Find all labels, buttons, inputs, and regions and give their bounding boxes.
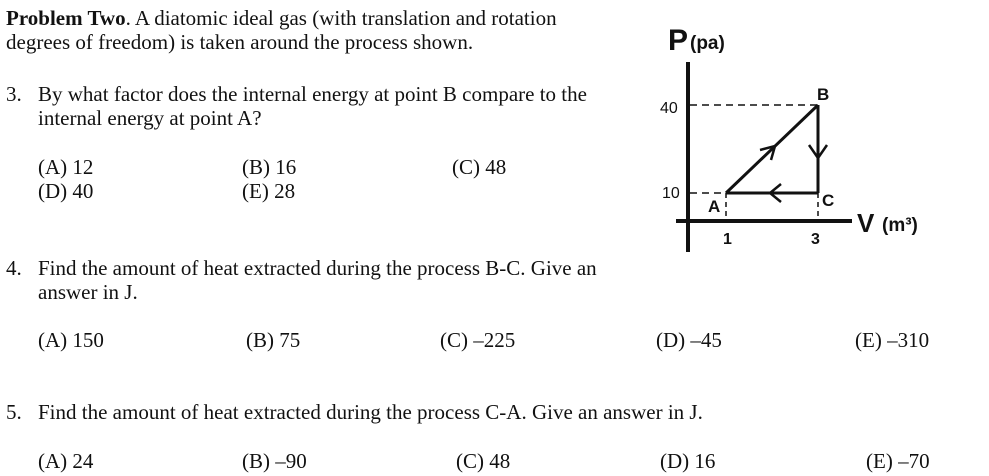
v-tick-3: 3 xyxy=(811,231,820,248)
question-4-option-b[interactable]: (B) 75 xyxy=(246,328,301,352)
question-3-line-2: internal energy at point A? xyxy=(38,106,262,130)
question-3-number: 3. xyxy=(6,82,22,106)
point-b-label: B xyxy=(817,85,830,104)
question-4-option-c[interactable]: (C) –225 xyxy=(440,328,516,352)
question-3-line-1: By what factor does the internal energy at point B compare to the xyxy=(38,82,587,106)
question-5-number: 5. xyxy=(6,400,22,424)
p-tick-10: 10 xyxy=(662,185,680,202)
v-tick-1: 1 xyxy=(723,231,732,248)
p-axis-label: P xyxy=(668,24,689,57)
v-axis-label: V xyxy=(857,208,875,238)
question-4-number: 4. xyxy=(6,256,22,280)
point-a-label: A xyxy=(708,197,721,216)
question-3-option-a[interactable]: (A) 12 xyxy=(38,155,94,179)
v-axis-unit: (m³) xyxy=(882,215,918,236)
intro-line-2: degrees of freedom) is taken around the process shown. xyxy=(6,30,474,54)
question-5-option-a[interactable]: (A) 24 xyxy=(38,449,94,473)
point-c-label: C xyxy=(822,191,835,210)
intro-line-1: . A diatomic ideal gas (with translation and rotation xyxy=(125,6,557,30)
question-5-option-d[interactable]: (D) 16 xyxy=(660,449,716,473)
question-4-line-2: answer in J. xyxy=(38,280,138,304)
question-3-option-c[interactable]: (C) 48 xyxy=(452,155,507,179)
question-3-option-e[interactable]: (E) 28 xyxy=(242,179,296,203)
question-3-option-d[interactable]: (D) 40 xyxy=(38,179,94,203)
question-4-line-1: Find the amount of heat extracted during the process B-C. Give an xyxy=(38,256,597,280)
question-4-option-e[interactable]: (E) –310 xyxy=(855,328,930,352)
question-5-option-e[interactable]: (E) –70 xyxy=(866,449,930,473)
question-5-line-1: Find the amount of heat extracted during the process C-A. Give an answer in J. xyxy=(38,400,703,424)
p-axis-unit: (pa) xyxy=(690,33,725,54)
question-5-option-c[interactable]: (C) 48 xyxy=(456,449,511,473)
question-4-option-a[interactable]: (A) 150 xyxy=(38,328,104,352)
problem-title: Problem Two xyxy=(6,6,126,30)
question-4-option-d[interactable]: (D) –45 xyxy=(656,328,722,352)
question-3-option-b[interactable]: (B) 16 xyxy=(242,155,297,179)
question-5-option-b[interactable]: (B) –90 xyxy=(242,449,307,473)
p-tick-40: 40 xyxy=(660,100,678,117)
process-a-to-b xyxy=(726,105,818,193)
